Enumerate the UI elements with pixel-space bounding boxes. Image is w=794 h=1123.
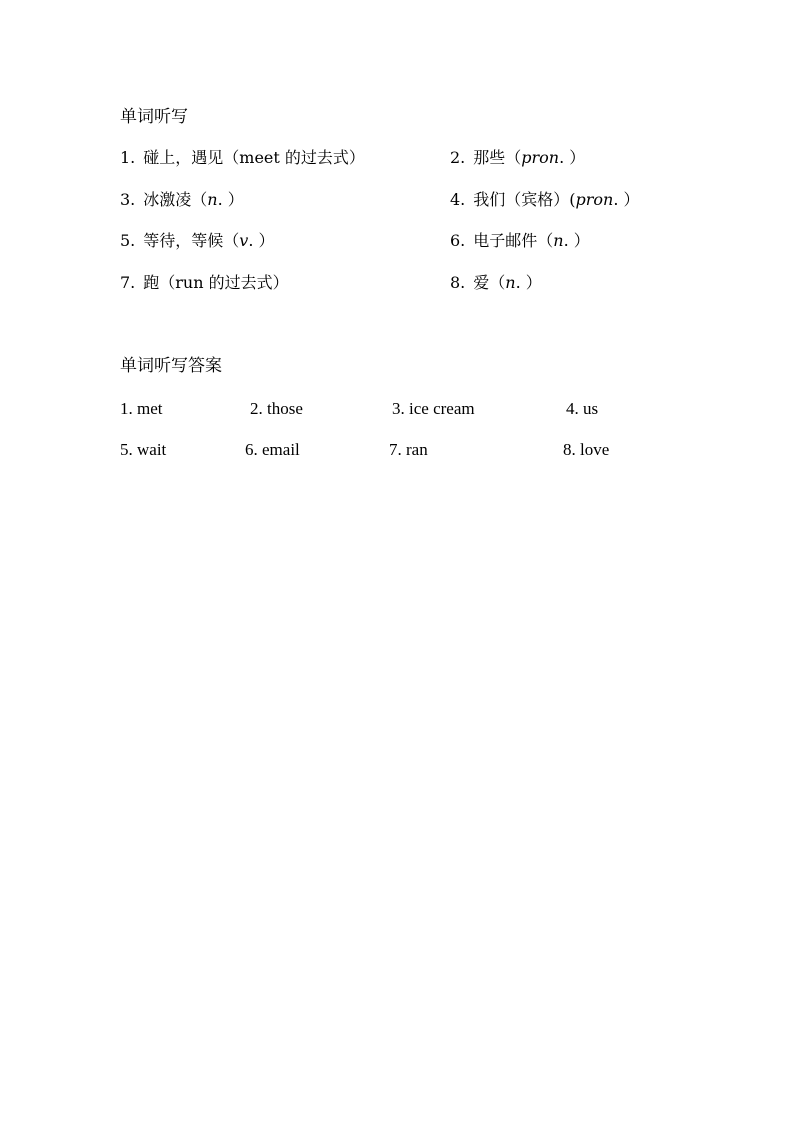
item-number: 7. [120, 273, 136, 292]
answer-item-5: 5. wait [120, 440, 167, 459]
answer-item-6: 6. email [245, 440, 300, 459]
item-number: 1. [120, 148, 136, 167]
answers-title: 单词听写答案 [120, 356, 222, 376]
item-number: 4. [450, 190, 466, 209]
item-text: 跑（run 的过去式） [143, 273, 289, 292]
part-of-speech: n [553, 231, 564, 250]
item-text: 电子邮件（ [473, 231, 554, 250]
part-of-speech: pron [521, 148, 560, 167]
item-text-end: . ） [515, 273, 542, 292]
answer-item-1: 1. met [120, 399, 163, 418]
dictation-item-4 [450, 190, 640, 210]
item-text-end: . ） [559, 148, 586, 167]
answer-item-7: 7. ran [389, 440, 428, 459]
item-text-end: . ） [248, 231, 275, 250]
part-of-speech: v [239, 231, 249, 250]
item-text-end: . ） [563, 231, 590, 250]
dictation-item-6 [450, 231, 590, 251]
dictation-item-1 [120, 148, 365, 168]
part-of-speech: n [505, 273, 516, 292]
item-text: 那些（ [473, 148, 522, 167]
dictation-item-2 [450, 148, 585, 168]
dictation-item-3 [120, 190, 244, 210]
item-text-end: . ） [217, 190, 244, 209]
answer-item-2: 2. those [250, 399, 303, 418]
item-text: 碰上，遇见（meet 的过去式） [143, 148, 365, 167]
item-number: 5. [120, 231, 136, 250]
dictation-item-7 [120, 273, 289, 293]
item-number: 2. [450, 148, 466, 167]
part-of-speech: pron [575, 190, 614, 209]
answer-item-3: 3. ice cream [392, 399, 475, 418]
item-text: 爱（ [473, 273, 506, 292]
item-number: 8. [450, 273, 466, 292]
item-text: 等待，等候（ [143, 231, 240, 250]
item-text: 冰激凌（ [143, 190, 208, 209]
dictation-item-5 [120, 231, 275, 251]
answer-item-8: 8. love [563, 440, 610, 459]
item-text-end: . ） [613, 190, 640, 209]
dictation-title: 单词听写 [120, 107, 188, 127]
item-text: 我们（宾格）( [473, 190, 576, 209]
item-number: 3. [120, 190, 136, 209]
answer-item-4: 4. us [566, 399, 599, 418]
dictation-item-8 [450, 273, 542, 293]
item-number: 6. [450, 231, 466, 250]
part-of-speech: n [207, 190, 218, 209]
